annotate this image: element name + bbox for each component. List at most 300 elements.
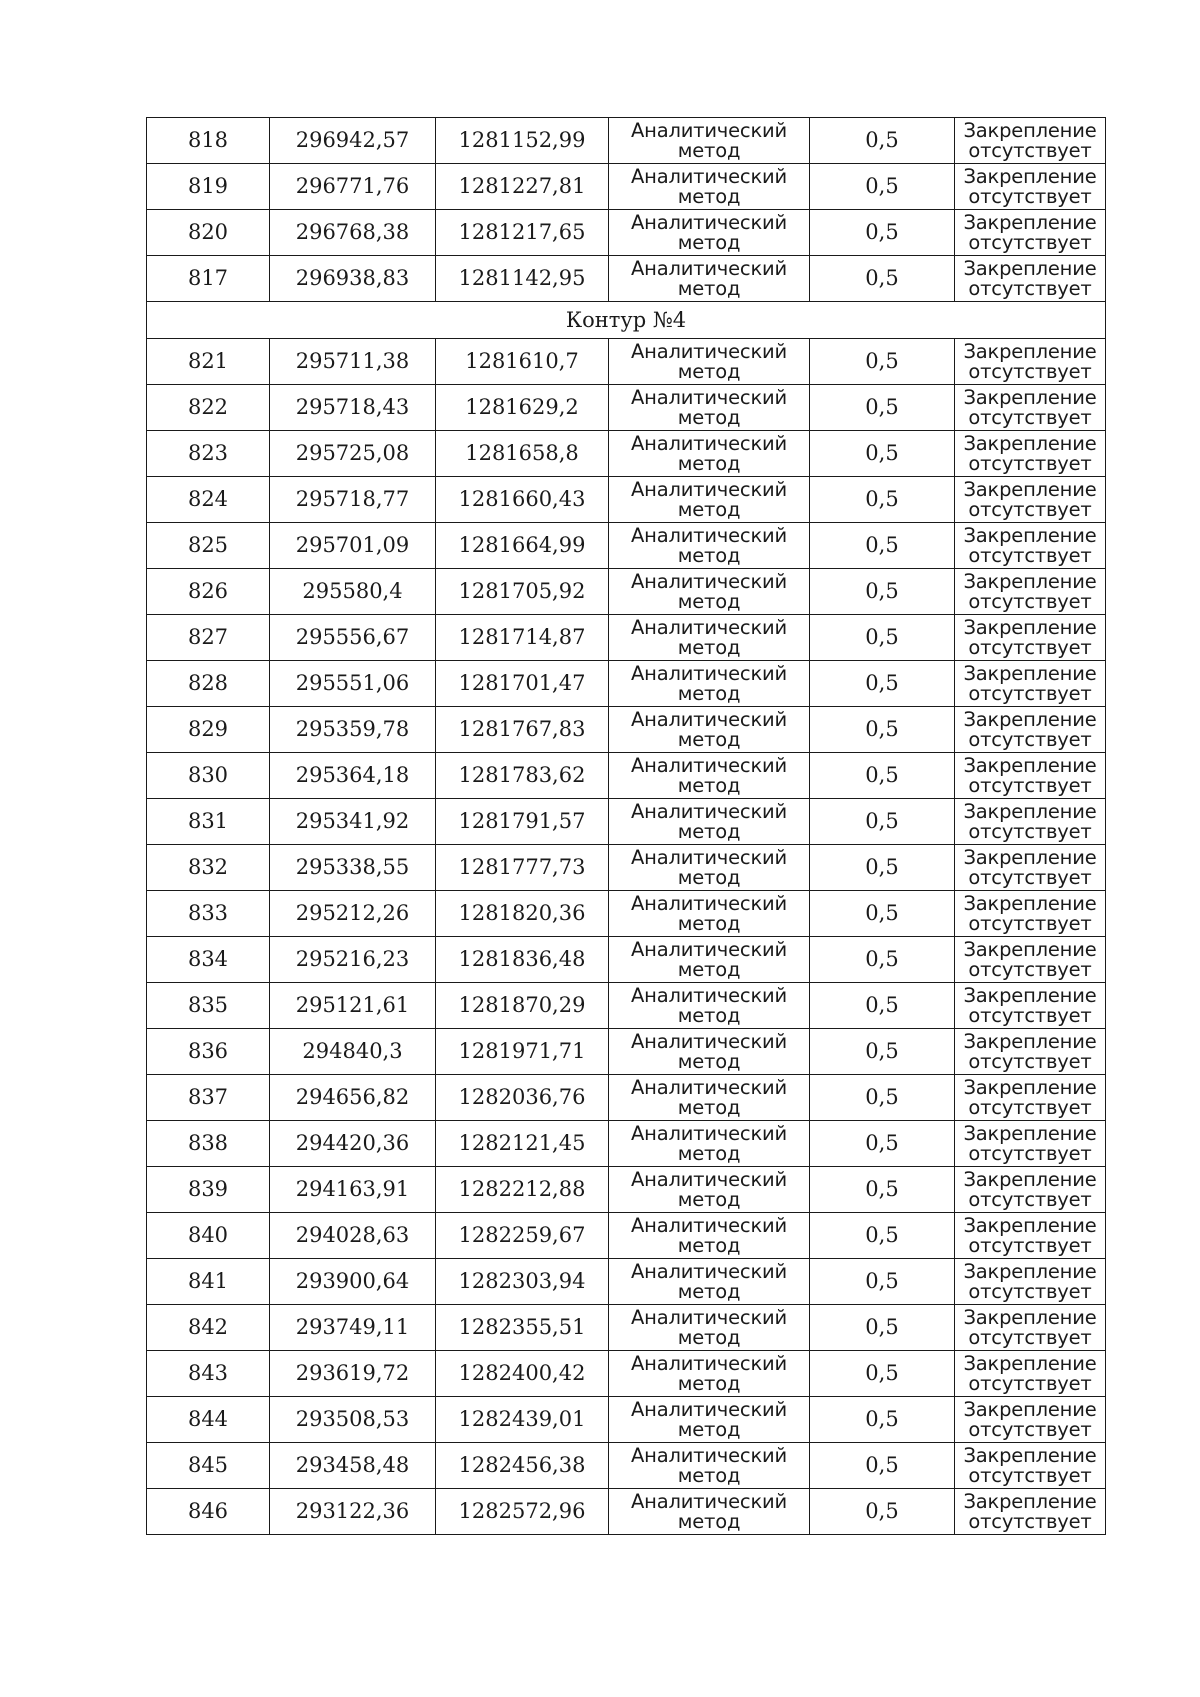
fixing-cell: [955, 799, 1106, 845]
table-row: [147, 1075, 1106, 1121]
method-text-line: метод: [677, 681, 741, 705]
method-cell: [609, 1167, 810, 1213]
accuracy-cell: 0,5: [810, 1029, 955, 1075]
x-coordinate-cell: 294420,36: [270, 1121, 436, 1167]
x-coordinate-cell: 295338,55: [270, 845, 436, 891]
table-row: [147, 615, 1106, 661]
fixing-text-line: Закрепление: [963, 1444, 1097, 1468]
point-number-cell: 822: [147, 385, 270, 431]
method-text-line: Аналитический: [631, 570, 787, 594]
point-number-cell: 818: [147, 118, 270, 164]
method-text-line: Аналитический: [631, 1076, 787, 1100]
x-coordinate-cell: 294028,63: [270, 1213, 436, 1259]
x-coordinate-cell: 295701,09: [270, 523, 436, 569]
fixing-text-line: отсутствует: [968, 1325, 1092, 1349]
fixing-cell: [955, 1443, 1106, 1489]
accuracy-cell: 0,5: [810, 164, 955, 210]
method-text-line: метод: [677, 543, 741, 567]
fixing-text-line: отсутствует: [968, 1417, 1092, 1441]
point-number-cell: 830: [147, 753, 270, 799]
table-row: [147, 1397, 1106, 1443]
y-coordinate-cell: 1282121,45: [436, 1121, 609, 1167]
point-number-cell: 835: [147, 983, 270, 1029]
accuracy-cell: 0,5: [810, 385, 955, 431]
method-cell: [609, 937, 810, 983]
y-coordinate-cell: 1281227,81: [436, 164, 609, 210]
method-cell: [609, 1075, 810, 1121]
fixing-text-line: Закрепление: [963, 478, 1097, 502]
method-cell: [609, 569, 810, 615]
method-text-line: Аналитический: [631, 119, 787, 143]
accuracy-cell: 0,5: [810, 1489, 955, 1535]
method-text-line: Аналитический: [631, 754, 787, 778]
method-text-line: метод: [677, 865, 741, 889]
x-coordinate-cell: 294840,3: [270, 1029, 436, 1075]
y-coordinate-cell: 1282303,94: [436, 1259, 609, 1305]
table-row: [147, 385, 1106, 431]
method-text-line: метод: [677, 957, 741, 981]
point-number-cell: 836: [147, 1029, 270, 1075]
method-text-line: метод: [677, 1417, 741, 1441]
y-coordinate-cell: 1281777,73: [436, 845, 609, 891]
accuracy-cell: 0,5: [810, 431, 955, 477]
accuracy-cell: 0,5: [810, 983, 955, 1029]
accuracy-cell: 0,5: [810, 1397, 955, 1443]
table-row: [147, 1259, 1106, 1305]
fixing-cell: [955, 1397, 1106, 1443]
y-coordinate-cell: 1281820,36: [436, 891, 609, 937]
point-number-cell: 838: [147, 1121, 270, 1167]
accuracy-cell: 0,5: [810, 1121, 955, 1167]
method-text-line: Аналитический: [631, 846, 787, 870]
fixing-text-line: отсутствует: [968, 957, 1092, 981]
fixing-text-line: Закрепление: [963, 119, 1097, 143]
method-cell: [609, 339, 810, 385]
method-text-line: Аналитический: [631, 1214, 787, 1238]
fixing-cell: [955, 937, 1106, 983]
accuracy-cell: 0,5: [810, 569, 955, 615]
coordinates-table-body: [147, 118, 1106, 1535]
method-cell: [609, 210, 810, 256]
fixing-cell: [955, 256, 1106, 302]
x-coordinate-cell: 295718,43: [270, 385, 436, 431]
x-coordinate-cell: 295212,26: [270, 891, 436, 937]
point-number-cell: 841: [147, 1259, 270, 1305]
table-row: [147, 707, 1106, 753]
table-row: [147, 1029, 1106, 1075]
fixing-cell: [955, 983, 1106, 1029]
method-cell: [609, 477, 810, 523]
fixing-text-line: отсутствует: [968, 911, 1092, 935]
fixing-text-line: Закрепление: [963, 800, 1097, 824]
fixing-cell: [955, 845, 1106, 891]
y-coordinate-cell: 1281658,8: [436, 431, 609, 477]
method-text-line: Аналитический: [631, 211, 787, 235]
fixing-cell: [955, 1489, 1106, 1535]
point-number-cell: 845: [147, 1443, 270, 1489]
point-number-cell: 828: [147, 661, 270, 707]
fixing-cell: [955, 1121, 1106, 1167]
fixing-cell: [955, 569, 1106, 615]
accuracy-cell: 0,5: [810, 523, 955, 569]
point-number-cell: 839: [147, 1167, 270, 1213]
point-number-cell: 829: [147, 707, 270, 753]
method-cell: [609, 1029, 810, 1075]
method-cell: [609, 164, 810, 210]
fixing-text-line: Закрепление: [963, 616, 1097, 640]
accuracy-cell: 0,5: [810, 753, 955, 799]
method-text-line: метод: [677, 497, 741, 521]
fixing-text-line: Закрепление: [963, 524, 1097, 548]
y-coordinate-cell: 1281142,95: [436, 256, 609, 302]
y-coordinate-cell: 1282572,96: [436, 1489, 609, 1535]
fixing-text-line: отсутствует: [968, 543, 1092, 567]
fixing-cell: [955, 523, 1106, 569]
y-coordinate-cell: 1281971,71: [436, 1029, 609, 1075]
table-row: [147, 431, 1106, 477]
method-text-line: метод: [677, 773, 741, 797]
point-number-cell: 817: [147, 256, 270, 302]
accuracy-cell: 0,5: [810, 615, 955, 661]
method-text-line: Аналитический: [631, 165, 787, 189]
fixing-cell: [955, 1259, 1106, 1305]
fixing-text-line: отсутствует: [968, 405, 1092, 429]
method-text-line: Аналитический: [631, 1030, 787, 1054]
section-title: Контур №4: [147, 302, 1106, 339]
y-coordinate-cell: 1281791,57: [436, 799, 609, 845]
accuracy-cell: 0,5: [810, 1305, 955, 1351]
y-coordinate-cell: 1281705,92: [436, 569, 609, 615]
fixing-text-line: отсутствует: [968, 1279, 1092, 1303]
table-row: [147, 118, 1106, 164]
method-text-line: метод: [677, 184, 741, 208]
method-text-line: Аналитический: [631, 892, 787, 916]
x-coordinate-cell: 293508,53: [270, 1397, 436, 1443]
fixing-text-line: отсутствует: [968, 1371, 1092, 1395]
y-coordinate-cell: 1281660,43: [436, 477, 609, 523]
accuracy-cell: 0,5: [810, 1213, 955, 1259]
accuracy-cell: 0,5: [810, 799, 955, 845]
fixing-text-line: Закрепление: [963, 340, 1097, 364]
accuracy-cell: 0,5: [810, 339, 955, 385]
fixing-text-line: отсутствует: [968, 819, 1092, 843]
method-cell: [609, 1121, 810, 1167]
method-text-line: Аналитический: [631, 1122, 787, 1146]
point-number-cell: 821: [147, 339, 270, 385]
fixing-text-line: отсутствует: [968, 727, 1092, 751]
method-text-line: метод: [677, 1325, 741, 1349]
method-text-line: Аналитический: [631, 1168, 787, 1192]
x-coordinate-cell: 296942,57: [270, 118, 436, 164]
fixing-text-line: отсутствует: [968, 1003, 1092, 1027]
method-text-line: метод: [677, 138, 741, 162]
point-number-cell: 820: [147, 210, 270, 256]
fixing-text-line: отсутствует: [968, 184, 1092, 208]
method-text-line: Аналитический: [631, 984, 787, 1008]
table-row: [147, 569, 1106, 615]
method-cell: [609, 845, 810, 891]
fixing-cell: [955, 210, 1106, 256]
method-cell: [609, 523, 810, 569]
method-text-line: Аналитический: [631, 478, 787, 502]
x-coordinate-cell: 295711,38: [270, 339, 436, 385]
fixing-text-line: отсутствует: [968, 1049, 1092, 1073]
fixing-text-line: Закрепление: [963, 1076, 1097, 1100]
fixing-cell: [955, 1075, 1106, 1121]
method-text-line: Аналитический: [631, 432, 787, 456]
x-coordinate-cell: 294163,91: [270, 1167, 436, 1213]
method-text-line: Аналитический: [631, 386, 787, 410]
method-text-line: метод: [677, 1463, 741, 1487]
method-cell: [609, 256, 810, 302]
fixing-text-line: отсутствует: [968, 1141, 1092, 1165]
fixing-text-line: Закрепление: [963, 846, 1097, 870]
accuracy-cell: 0,5: [810, 1167, 955, 1213]
method-text-line: Аналитический: [631, 524, 787, 548]
method-text-line: Аналитический: [631, 1260, 787, 1284]
accuracy-cell: 0,5: [810, 845, 955, 891]
method-text-line: метод: [677, 276, 741, 300]
fixing-text-line: отсутствует: [968, 1509, 1092, 1533]
y-coordinate-cell: 1281610,7: [436, 339, 609, 385]
x-coordinate-cell: 295718,77: [270, 477, 436, 523]
point-number-cell: 837: [147, 1075, 270, 1121]
fixing-text-line: отсутствует: [968, 1095, 1092, 1119]
fixing-text-line: отсутствует: [968, 230, 1092, 254]
fixing-text-line: Закрепление: [963, 1260, 1097, 1284]
point-number-cell: 842: [147, 1305, 270, 1351]
section-header-row: [147, 302, 1106, 339]
fixing-cell: [955, 753, 1106, 799]
fixing-text-line: Закрепление: [963, 257, 1097, 281]
fixing-text-line: Закрепление: [963, 211, 1097, 235]
method-text-line: Аналитический: [631, 800, 787, 824]
fixing-text-line: Закрепление: [963, 1490, 1097, 1514]
point-number-cell: 824: [147, 477, 270, 523]
fixing-cell: [955, 339, 1106, 385]
accuracy-cell: 0,5: [810, 210, 955, 256]
table-row: [147, 661, 1106, 707]
table-row: [147, 799, 1106, 845]
y-coordinate-cell: 1282456,38: [436, 1443, 609, 1489]
fixing-text-line: Закрепление: [963, 892, 1097, 916]
y-coordinate-cell: 1281783,62: [436, 753, 609, 799]
fixing-cell: [955, 661, 1106, 707]
fixing-cell: [955, 1167, 1106, 1213]
x-coordinate-cell: 295580,4: [270, 569, 436, 615]
method-cell: [609, 753, 810, 799]
method-cell: [609, 1397, 810, 1443]
fixing-cell: [955, 385, 1106, 431]
table-row: [147, 256, 1106, 302]
table-row: [147, 845, 1106, 891]
method-cell: [609, 431, 810, 477]
fixing-text-line: отсутствует: [968, 1233, 1092, 1257]
fixing-text-line: отсутствует: [968, 359, 1092, 383]
fixing-text-line: отсутствует: [968, 681, 1092, 705]
x-coordinate-cell: 295359,78: [270, 707, 436, 753]
accuracy-cell: 0,5: [810, 937, 955, 983]
fixing-text-line: отсутствует: [968, 497, 1092, 521]
y-coordinate-cell: 1281714,87: [436, 615, 609, 661]
method-text-line: метод: [677, 451, 741, 475]
accuracy-cell: 0,5: [810, 661, 955, 707]
fixing-cell: [955, 1029, 1106, 1075]
fixing-text-line: Закрепление: [963, 432, 1097, 456]
point-number-cell: 825: [147, 523, 270, 569]
method-text-line: Аналитический: [631, 938, 787, 962]
method-cell: [609, 615, 810, 661]
fixing-text-line: Закрепление: [963, 1168, 1097, 1192]
x-coordinate-cell: 296938,83: [270, 256, 436, 302]
table-row: [147, 1489, 1106, 1535]
method-text-line: метод: [677, 405, 741, 429]
x-coordinate-cell: 295121,61: [270, 983, 436, 1029]
method-cell: [609, 118, 810, 164]
x-coordinate-cell: 293900,64: [270, 1259, 436, 1305]
table-row: [147, 891, 1106, 937]
point-number-cell: 831: [147, 799, 270, 845]
x-coordinate-cell: 293458,48: [270, 1443, 436, 1489]
y-coordinate-cell: 1281767,83: [436, 707, 609, 753]
point-number-cell: 832: [147, 845, 270, 891]
method-cell: [609, 983, 810, 1029]
fixing-text-line: Закрепление: [963, 570, 1097, 594]
point-number-cell: 844: [147, 1397, 270, 1443]
method-text-line: Аналитический: [631, 616, 787, 640]
fixing-text-line: Закрепление: [963, 1214, 1097, 1238]
method-text-line: Аналитический: [631, 1490, 787, 1514]
table-row: [147, 1305, 1106, 1351]
accuracy-cell: 0,5: [810, 1075, 955, 1121]
fixing-cell: [955, 615, 1106, 661]
method-text-line: метод: [677, 1233, 741, 1257]
method-cell: [609, 1443, 810, 1489]
fixing-text-line: отсутствует: [968, 1463, 1092, 1487]
method-cell: [609, 1213, 810, 1259]
method-text-line: Аналитический: [631, 708, 787, 732]
fixing-text-line: Закрепление: [963, 386, 1097, 410]
table-row: [147, 477, 1106, 523]
method-text-line: метод: [677, 911, 741, 935]
fixing-text-line: отсутствует: [968, 276, 1092, 300]
method-cell: [609, 799, 810, 845]
method-text-line: Аналитический: [631, 257, 787, 281]
accuracy-cell: 0,5: [810, 118, 955, 164]
table-row: [147, 937, 1106, 983]
point-number-cell: 826: [147, 569, 270, 615]
table-row: [147, 1121, 1106, 1167]
table-row: [147, 164, 1106, 210]
method-text-line: Аналитический: [631, 340, 787, 364]
table-row: [147, 339, 1106, 385]
x-coordinate-cell: 295556,67: [270, 615, 436, 661]
method-text-line: метод: [677, 359, 741, 383]
method-cell: [609, 891, 810, 937]
method-text-line: метод: [677, 1279, 741, 1303]
fixing-text-line: Закрепление: [963, 708, 1097, 732]
fixing-text-line: Закрепление: [963, 754, 1097, 778]
x-coordinate-cell: 295216,23: [270, 937, 436, 983]
table-row: [147, 523, 1106, 569]
accuracy-cell: 0,5: [810, 1443, 955, 1489]
fixing-text-line: отсутствует: [968, 451, 1092, 475]
point-number-cell: 819: [147, 164, 270, 210]
method-text-line: метод: [677, 1049, 741, 1073]
fixing-text-line: Закрепление: [963, 1030, 1097, 1054]
fixing-text-line: Закрепление: [963, 1306, 1097, 1330]
x-coordinate-cell: 296768,38: [270, 210, 436, 256]
accuracy-cell: 0,5: [810, 1259, 955, 1305]
fixing-cell: [955, 707, 1106, 753]
method-text-line: метод: [677, 589, 741, 613]
y-coordinate-cell: 1281836,48: [436, 937, 609, 983]
y-coordinate-cell: 1281870,29: [436, 983, 609, 1029]
fixing-text-line: Закрепление: [963, 165, 1097, 189]
fixing-text-line: отсутствует: [968, 589, 1092, 613]
accuracy-cell: 0,5: [810, 891, 955, 937]
fixing-text-line: Закрепление: [963, 1352, 1097, 1376]
method-text-line: метод: [677, 1509, 741, 1533]
method-text-line: Аналитический: [631, 1306, 787, 1330]
x-coordinate-cell: 296771,76: [270, 164, 436, 210]
method-text-line: метод: [677, 230, 741, 254]
accuracy-cell: 0,5: [810, 707, 955, 753]
method-text-line: Аналитический: [631, 662, 787, 686]
fixing-cell: [955, 1351, 1106, 1397]
x-coordinate-cell: 293749,11: [270, 1305, 436, 1351]
method-text-line: метод: [677, 1141, 741, 1165]
point-number-cell: 823: [147, 431, 270, 477]
x-coordinate-cell: 293619,72: [270, 1351, 436, 1397]
y-coordinate-cell: 1281217,65: [436, 210, 609, 256]
table-row: [147, 753, 1106, 799]
table-row: [147, 1443, 1106, 1489]
method-cell: [609, 1351, 810, 1397]
y-coordinate-cell: 1282355,51: [436, 1305, 609, 1351]
method-text-line: метод: [677, 819, 741, 843]
fixing-text-line: Закрепление: [963, 662, 1097, 686]
fixing-text-line: Закрепление: [963, 1398, 1097, 1422]
y-coordinate-cell: 1281701,47: [436, 661, 609, 707]
fixing-text-line: Закрепление: [963, 984, 1097, 1008]
method-text-line: метод: [677, 1003, 741, 1027]
method-text-line: Аналитический: [631, 1444, 787, 1468]
method-text-line: метод: [677, 1371, 741, 1395]
method-cell: [609, 661, 810, 707]
point-number-cell: 834: [147, 937, 270, 983]
fixing-text-line: отсутствует: [968, 865, 1092, 889]
method-text-line: метод: [677, 1095, 741, 1119]
fixing-text-line: отсутствует: [968, 138, 1092, 162]
table-row: [147, 1351, 1106, 1397]
y-coordinate-cell: 1282212,88: [436, 1167, 609, 1213]
point-number-cell: 846: [147, 1489, 270, 1535]
x-coordinate-cell: 294656,82: [270, 1075, 436, 1121]
y-coordinate-cell: 1281664,99: [436, 523, 609, 569]
table-row: [147, 1213, 1106, 1259]
method-text-line: метод: [677, 1187, 741, 1211]
coordinates-table: [146, 117, 1106, 1535]
table-row: [147, 1167, 1106, 1213]
method-cell: [609, 707, 810, 753]
method-cell: [609, 385, 810, 431]
fixing-cell: [955, 477, 1106, 523]
y-coordinate-cell: 1281152,99: [436, 118, 609, 164]
fixing-text-line: Закрепление: [963, 1122, 1097, 1146]
method-text-line: метод: [677, 635, 741, 659]
method-cell: [609, 1489, 810, 1535]
